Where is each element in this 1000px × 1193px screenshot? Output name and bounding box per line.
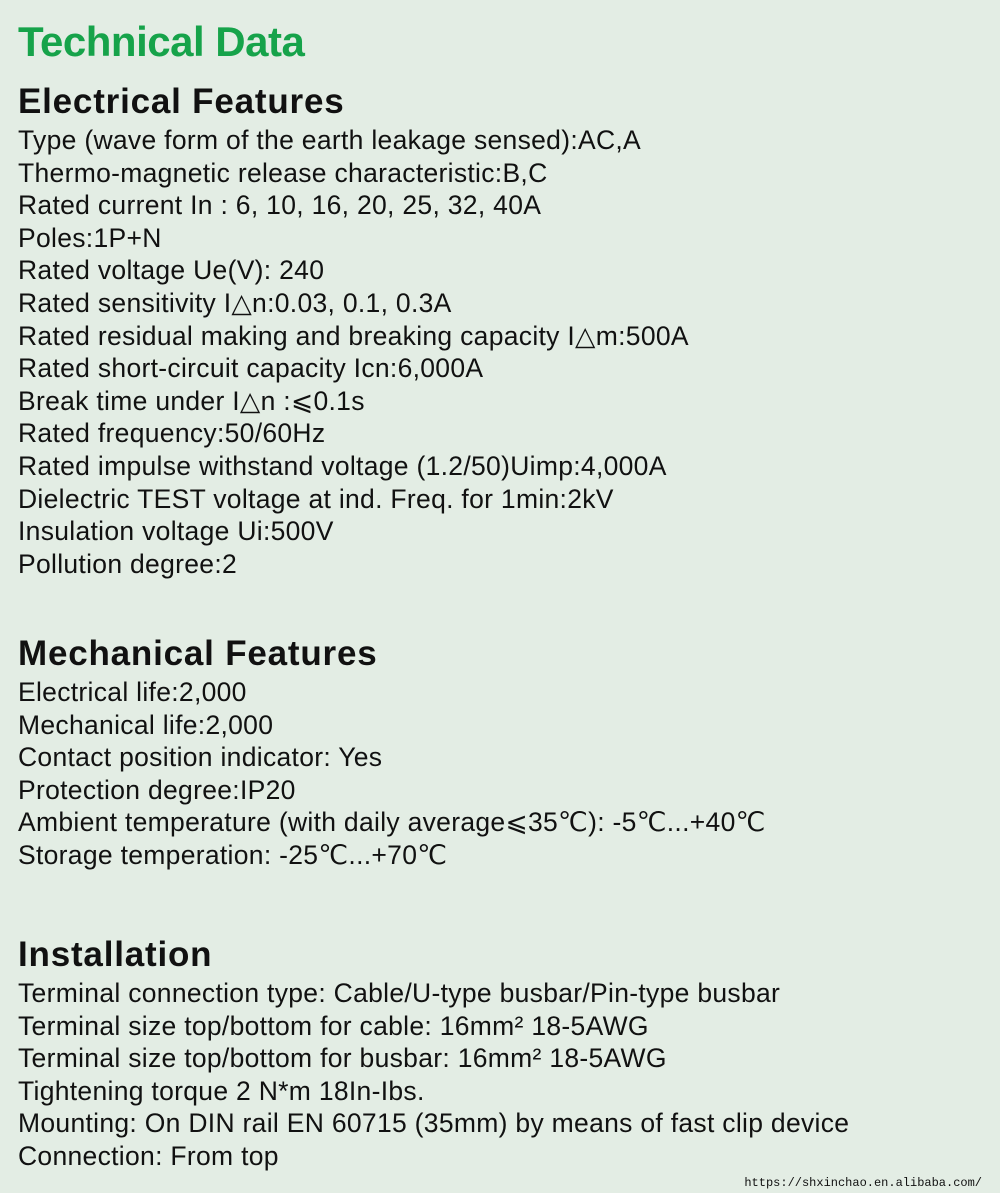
installation-list	[18, 977, 993, 1173]
list-item: Tightening torque 2 N*m 18In-Ibs.	[18, 1075, 425, 1106]
list-item: Terminal size top/bottom for cable: 16mm² 18-5AWG	[18, 1010, 649, 1041]
list-item: Contact position indicator: Yes	[18, 742, 383, 773]
electrical-features-section	[18, 80, 993, 580]
list-item: Thermo-magnetic release characteristic:B,C	[18, 157, 548, 188]
page-title: Technical Data	[18, 18, 305, 65]
mechanical-features-list	[18, 676, 993, 872]
list-item: Storage temperation: -25℃...+70℃	[18, 839, 448, 870]
list-item: Mounting: On DIN rail EN 60715 (35mm) by means of fast clip device	[18, 1108, 850, 1139]
list-item: Type (wave form of the earth leakage sensed):AC,A	[18, 125, 642, 155]
list-item: Rated sensitivity I△n:0.03, 0.1, 0.3A	[18, 287, 452, 318]
list-item: Break time under I△n :⩽0.1s	[18, 385, 365, 416]
list-item: Protection degree:IP20	[18, 774, 296, 805]
list-item: Rated current In : 6, 10, 16, 20, 25, 32, 40A	[18, 190, 542, 221]
section-heading-mechanical: Mechanical Features	[18, 634, 378, 673]
list-item: Rated frequency:50/60Hz	[18, 418, 326, 449]
section-heading-electrical: Electrical Features	[18, 82, 345, 121]
source-watermark: https://shxinchao.en.alibaba.com/	[744, 1176, 982, 1190]
section-heading-installation: Installation	[18, 935, 213, 974]
list-item: Rated short-circuit capacity Icn:6,000A	[18, 353, 484, 384]
list-item: Dielectric TEST voltage at ind. Freq. for 1min:2kV	[18, 483, 614, 514]
list-item: Mechanical life:2,000	[18, 709, 274, 740]
installation-section	[18, 933, 993, 1173]
list-item: Terminal size top/bottom for busbar: 16mm² 18-5AWG	[18, 1043, 667, 1074]
mechanical-features-section	[18, 632, 993, 872]
list-item: Connection: From top	[18, 1140, 279, 1171]
list-item: Pollution degree:2	[18, 548, 238, 579]
list-item: Rated voltage Ue(V): 240	[18, 255, 325, 286]
list-item: Rated impulse withstand voltage (1.2/50)Uimp:4,000A	[18, 450, 667, 481]
list-item: Poles:1P+N	[18, 222, 162, 253]
list-item: Insulation voltage Ui:500V	[18, 516, 334, 547]
list-item: Rated residual making and breaking capacity I△m:500A	[18, 320, 689, 351]
electrical-features-list	[18, 124, 993, 580]
list-item: Terminal connection type: Cable/U-type busbar/Pin-type busbar	[18, 978, 781, 1008]
list-item: Electrical life:2,000	[18, 677, 247, 707]
list-item: Ambient temperature (with daily average⩽35℃): -5℃...+40℃	[18, 807, 766, 838]
